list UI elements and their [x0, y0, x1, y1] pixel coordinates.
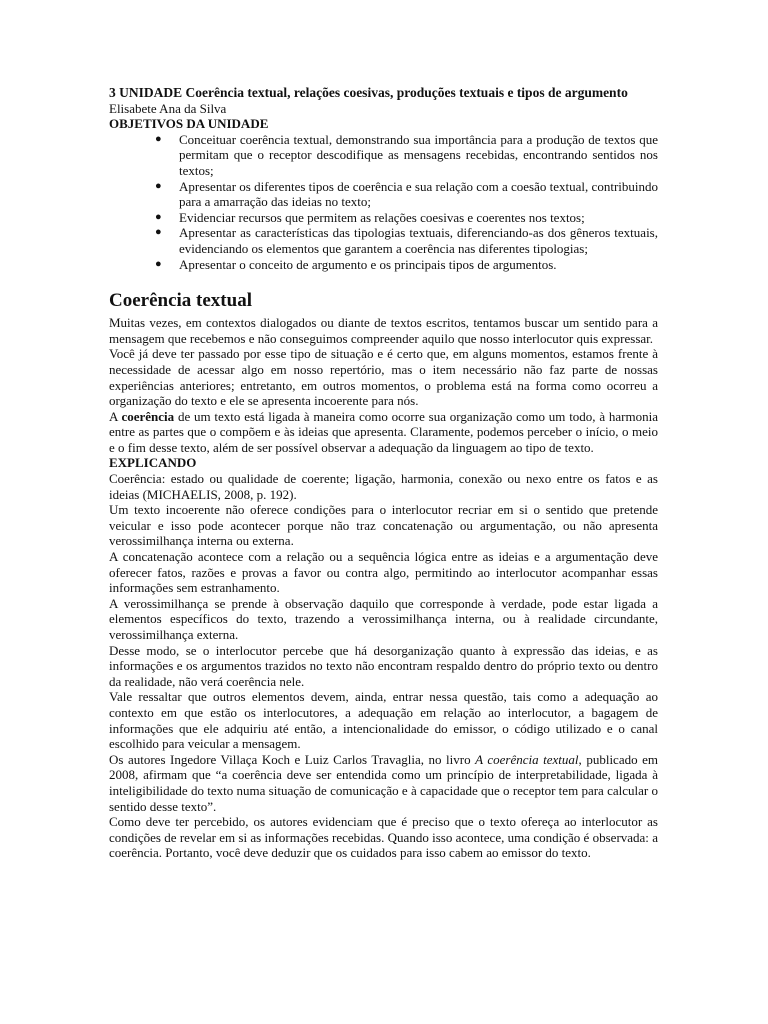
coerencia-paragraph: [109, 409, 658, 456]
objective-item: [155, 225, 658, 256]
text-run: , publicado em 2008, afirmam que “a coerência deve ser entendida como um princípio de interpretabilidade, ligada à inteligibilidade do texto numa situação de comunicação e à capacidade que o receptor tem para calcular o sentido desse texto”.: [109, 751, 659, 814]
paragraph: Um texto incoerente não oferece condições para o interlocutor recriar em si o sentido que pretende veicular e isso pode acontecer porque não traz concatenação ou argumentação, ou não apresenta verossimilhança interna ou externa.: [109, 502, 658, 549]
objective-item: [155, 256, 658, 273]
bold-term: coerência: [121, 408, 175, 424]
objective-item: [155, 131, 658, 179]
objective-item: [155, 178, 658, 210]
paragraph: Como deve ter percebido, os autores evidenciam que é preciso que o texto ofereça ao interlocutor as condições de revelar em si as informações recebidas. Quando isso acontece, uma condição é observada: a coerência. Portanto, você deve deduzir que os cuidados para isso cabem ao emissor do texto.: [109, 814, 658, 861]
paragraph: A concatenação acontece com a relação ou a sequência lógica entre as ideias e a argumentação deve oferecer fatos, razões e provas a favor ou contra algo, permitindo ao interlocutor acompanhar essas informações sem estranhamento.: [109, 549, 658, 596]
text-run: Os autores Ingedore Villaça Koch e Luiz Carlos Travaglia, no livro: [109, 751, 476, 767]
bullet-icon: ●: [155, 226, 162, 239]
text-run: de um texto está ligada à maneira como ocorre sua organização como um todo, à harmonia entre as partes que o compõem e às ideias que apresenta. Claramente, podemos perceber o início, o meio e o fim desse texto, além de ser possível observar a adequação da linguagem ao tipo de texto.: [109, 408, 659, 455]
author-name: Elisabete Ana da Silva: [109, 100, 227, 116]
bullet-icon: ●: [155, 210, 162, 223]
text-run: A: [109, 408, 122, 424]
definition-paragraph: Coerência: estado ou qualidade de coerente; ligação, harmonia, conexão ou nexo entre os fatos e as ideias (MICHAELIS, 2008, p. 192).: [109, 471, 658, 502]
paragraph: Muitas vezes, em contextos dialogados ou diante de textos escritos, tentamos buscar um sentido para a mensagem que recebemos e não conseguimos compreender aquilo que nosso interlocutor quis expressar.: [109, 315, 658, 346]
explicando-heading: EXPLICANDO: [109, 455, 197, 471]
unit-title: 3 UNIDADE Coerência textual, relações coesivas, produções textuais e tipos de argumento: [109, 85, 628, 100]
koch-paragraph: [109, 752, 658, 814]
paragraph: Desse modo, se o interlocutor percebe que há desorganização quanto à expressão das ideias, e as informações e os argumentos trazidos no texto não encontram respaldo dentro do próprio texto ou dentro da realidade, não verá coerência nele.: [109, 642, 658, 689]
objective-item: [155, 209, 658, 226]
bullet-icon: ●: [155, 132, 162, 145]
book-title: A coerência textual: [475, 751, 579, 767]
paragraph: A verossimilhança se prende à observação daquilo que corresponde à verdade, pode estar ligada a elementos específicos do texto, trazendo a verossimilhança interna, ou à realidade circundante, verossimilhança externa.: [109, 595, 658, 642]
objective-text: Apresentar o conceito de argumento e os principais tipos de argumentos.: [179, 256, 557, 272]
bullet-icon: ●: [155, 179, 162, 192]
paragraph: Você já deve ter passado por esse tipo de situação e é certo que, em alguns momentos, estamos frente à necessidade de acessar algo em nosso repertório, mas o item necessário não faz parte de nossas experiências anteriores; entretanto, em outros momentos, o problema está na forma como ocorreu a organização do texto e ele se apresenta incoerente para nós.: [109, 346, 658, 409]
section-title: Coerência textual: [109, 290, 252, 312]
objective-text: Conceituar coerência textual, demonstrando sua importância para a produção de textos que permitam que o receptor descodifique as mensagens recebidas, encontrando sentidos nos textos;: [179, 131, 658, 178]
objectives-list: [109, 132, 658, 272]
objective-text: Apresentar os diferentes tipos de coerência e sua relação com a coesão textual, contribuindo para a amarração das ideias no texto;: [179, 178, 658, 210]
objective-text: Apresentar as características das tipologias textuais, diferenciando-as dos gêneros textuais, evidenciando os elementos que garantem a coerência nas diferentes tipologias;: [179, 225, 658, 256]
objective-text: Evidenciar recursos que permitem as relações coesivas e coerentes nos textos;: [179, 209, 585, 225]
document-content: [109, 85, 658, 861]
objectives-heading: OBJETIVOS DA UNIDADE: [109, 116, 269, 132]
bullet-icon: ●: [155, 257, 162, 270]
paragraph: Vale ressaltar que outros elementos devem, ainda, entrar nessa questão, tais como a adequação ao contexto em que estão os interlocutores, a adequação em relação ao interlocutor, a bagagem de informações que ele adquiriu até então, a intencionalidade do emissor, o código utilizado e o canal escolhido para veicular a mensagem.: [109, 689, 658, 752]
